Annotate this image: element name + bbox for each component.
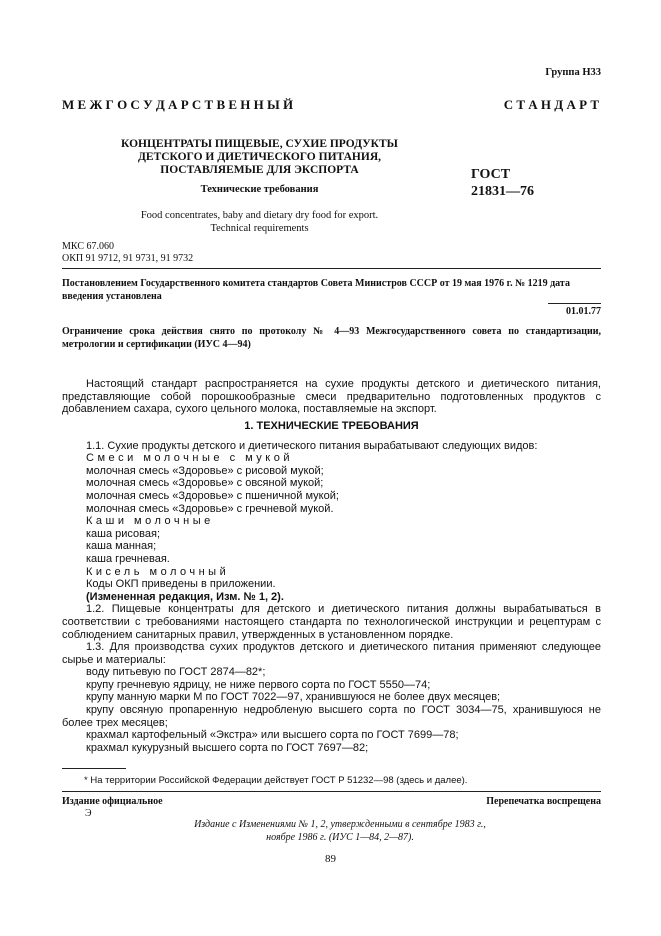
mix-item: молочная смесь «Здоровье» с рисовой мукой; — [86, 464, 324, 477]
english-title-line-1: Food concentrates, baby and dietary dry food for export. — [140, 210, 379, 221]
paragraph-1-1: 1.1. Сухие продукты детского и диетического питания вырабатывают следующих видов: — [86, 439, 538, 452]
restriction-text: Ограничение срока действия снято по протоколу № 4—93 Межгосударственного совета по стандартизации, метрологии и сертификации (ИУС 4—94) — [62, 326, 601, 350]
kissel-heading: Кисель молочный — [86, 565, 230, 578]
document-title — [62, 138, 457, 177]
mix-item: молочная смесь «Здоровье» с пшеничной мукой; — [86, 489, 339, 502]
date-divider — [548, 303, 601, 304]
footer-divider — [62, 791, 601, 792]
mix-item: молочная смесь «Здоровье» с овсяной мукой; — [86, 477, 324, 490]
gost-number: 21831—76 — [471, 184, 534, 199]
mix-item: молочная смесь «Здоровье» с гречневой мукой. — [86, 502, 334, 515]
material-item: крупу манную марки М по ГОСТ 7022—97, хранившуюся не более двух месяцев; — [86, 691, 501, 704]
divider-top — [62, 268, 601, 269]
paragraph-1-2: 1.2. Пищевые концентраты для детского и диетического питания должны вырабатываться в соответствии с требованиями настоящего стандарта по технологической инструкции и рецептурам с соблюдением санитарных правил, утвержденных в установленном порядке. — [62, 603, 601, 641]
banner-left: М Е Ж Г О С У Д А Р С Т В Е Н Н Ы Й — [62, 97, 294, 112]
amendment-note: (Измененная редакция, Изм. № 1, 2). — [86, 590, 284, 603]
decree-text: Постановлением Государственного комитета стандартов Совета Министров СССР от 19 мая 1976 г. № 1219 дата введения установлена — [62, 278, 570, 302]
okp-note: Коды ОКП приведены в приложении. — [86, 578, 276, 591]
group-code: Группа Н33 — [545, 67, 601, 78]
edition-mark: Э — [85, 808, 92, 819]
material-item: крупу овсяную пропаренную недробленую высшего сорта по ГОСТ 3034—75, хранившуюся не более трех месяцев; — [62, 704, 601, 729]
mks-code: МКС 67.060 — [62, 241, 114, 252]
section-1-heading: 1. ТЕХНИЧЕСКИЕ ТРЕБОВАНИЯ — [244, 420, 419, 432]
intro-paragraph — [62, 378, 601, 416]
porridge-item: каша рисовая; — [86, 527, 161, 540]
okp-code: ОКП 91 9712, 91 9731, 91 9732 — [62, 253, 194, 264]
edition-note — [130, 818, 550, 844]
material-item: крахмал кукурузный высшего сорта по ГОСТ 7697—82; — [86, 741, 369, 754]
material-item: крупу гречневую ядрицу, не ниже первого сорта по ГОСТ 5550—74; — [86, 678, 431, 691]
page-number: 89 — [325, 853, 336, 865]
official-edition: Издание официальное — [62, 796, 163, 807]
paragraph-1-3: 1.3. Для производства сухих продуктов детского и диетического питания применяют следующее сырье и материалы: — [62, 641, 601, 666]
reprint-notice: Перепечатка воспрещена — [486, 796, 601, 807]
title-line-1: КОНЦЕНТРАТЫ ПИЩЕВЫЕ, СУХИЕ ПРОДУКТЫ — [121, 138, 398, 150]
porridge-heading: Каши молочные — [86, 515, 214, 528]
material-item: крахмал картофельный «Экстра» или высшего сорта по ГОСТ 7699—78; — [86, 729, 459, 742]
mixes-heading: Смеси молочные с мукой — [86, 452, 294, 465]
gost-label: ГОСТ — [471, 167, 511, 182]
banner-right: С Т А Н Д А Р Т — [503, 97, 599, 112]
document-subtitle: Технические требования — [200, 184, 319, 195]
edition-note-line-1: Издание с Изменениями № 1, 2, утвержденными в сентябре 1983 г., — [194, 819, 486, 830]
gost-designation — [471, 166, 534, 200]
english-title — [62, 209, 457, 235]
porridge-item: каша манная; — [86, 540, 157, 553]
english-title-line-2: Technical requirements — [210, 223, 309, 234]
classification-codes — [62, 241, 193, 265]
effective-date: 01.01.77 — [566, 306, 601, 317]
section-1 — [62, 420, 601, 754]
intro-text: Настоящий стандарт распространяется на сухие продукты детского и диетического питания, представляющие собой порошкообразные смеси предварительно подготовленных продуктов с добавлением сахара, сухого цельного молока, поставляемые на экспорт. — [62, 378, 601, 416]
footnote: * На территории Российской Федерации действует ГОСТ Р 51232—98 (здесь и далее). — [84, 775, 468, 786]
standard-banner — [62, 97, 599, 113]
edition-note-line-2: ноябре 1986 г. (ИУС 1—84, 2—87). — [266, 832, 414, 843]
material-item: воду питьевую по ГОСТ 2874—82*; — [86, 666, 266, 679]
footnote-divider — [62, 768, 126, 769]
title-line-3: ПОСТАВЛЯЕМЫЕ ДЛЯ ЭКСПОРТА — [160, 164, 359, 176]
porridge-item: каша гречневая. — [86, 552, 170, 565]
title-line-2: ДЕТСКОГО И ДИЕТИЧЕСКОГО ПИТАНИЯ, — [138, 151, 381, 163]
